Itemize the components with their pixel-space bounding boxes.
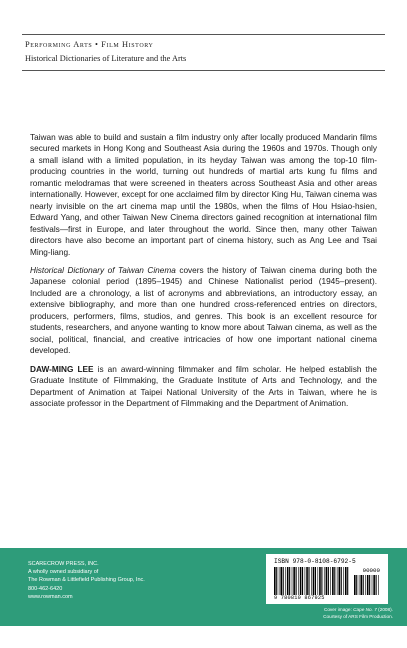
author-bio-paragraph (30, 364, 377, 410)
cover-credit-line1: Cover image: Cape No. 7 (2008). (323, 607, 393, 612)
barcode-bars (274, 567, 350, 595)
author-bio: is an award-winning filmmaker and film scholar. He helped establish the Graduate Institute of Filmmaking, the Graduate Institute of Arts and Technology, and the Department of Animation at Taipei National University of the Arts in Taiwan, where he is associate professor in the Department of Filmmaking and the Department of Animation. (30, 364, 377, 408)
isbn-label: ISBN 978-0-8108-6792-5 (274, 558, 356, 565)
series-category: Performing Arts • Film History (25, 40, 154, 49)
publisher-website: www.rowman.com (28, 593, 73, 600)
book-title: Historical Dictionary of Taiwan Cinema (30, 265, 176, 275)
cover-credit-line2: Courtesy of ARS Film Production. (323, 613, 393, 619)
parent-company: The Rowman & Littlefield Publishing Group, Inc. (28, 577, 145, 584)
blurb (30, 132, 377, 416)
book-description: covers the history of Taiwan cinema during both the Japanese colonial period (1895–1945) and Chinese Nationalist period (1945–present). Included are a chronology, a list of acronyms and abbreviations, an introductory essay, an extensive bibliography, and more than one hundred cross-referenced entries on directors, producers, performers, films, studios, and genres. This book is an excellent resource for students, researchers, and anyone wanting to know more about Taiwan cinema, as well as the social, political, financial, and creative intricacies of how one important national cinema developed. (30, 265, 377, 356)
cover-credit (323, 607, 393, 620)
blurb-paragraph-intro: Taiwan was able to build and sustain a film industry only after locally produced Mandarin films secured markets in Hong Kong and Southeast Asia during the 1960s and 1970s. Though only a small island with a limited population, in its heyday Taiwan was among the top-10 film-producing countries in the world, turning out hundreds of martial arts kung fu films and romantic melodramas that were screened in theaters across Southeast Asia and other areas internationally. However, except for one acclaimed film by director King Hu, Taiwan cinema was nearly invisible on the art cinema map until the 1980s, when the films of Hou Hsiao-hsien, Edward Yang, and other Taiwan New Cinema directors gained recognition at international film festivals—first in Europe, and later throughout the world. Since then, many other Taiwan directors have also become an important part of cinema history, such as Ang Lee and Tsai Ming-liang. (30, 133, 377, 257)
blurb-paragraph-book (30, 265, 377, 357)
publisher-phone: 800-462-6420 (28, 585, 63, 592)
publisher-name: SCARECROW PRESS, INC. (28, 561, 99, 567)
author-name: DAW-MING LEE (30, 364, 94, 374)
publisher-footer (0, 548, 407, 626)
price-code: 90000 (362, 567, 380, 574)
series-name: Historical Dictionaries of Literature and the Arts (25, 54, 187, 63)
price-bars (354, 575, 380, 595)
barcode-digits: 9 780810 867925 (274, 595, 325, 601)
publisher-info (28, 560, 145, 601)
subsidiary-line: A wholly owned subsidiary of (28, 569, 99, 576)
series-header (22, 34, 385, 71)
isbn-barcode (266, 554, 388, 604)
